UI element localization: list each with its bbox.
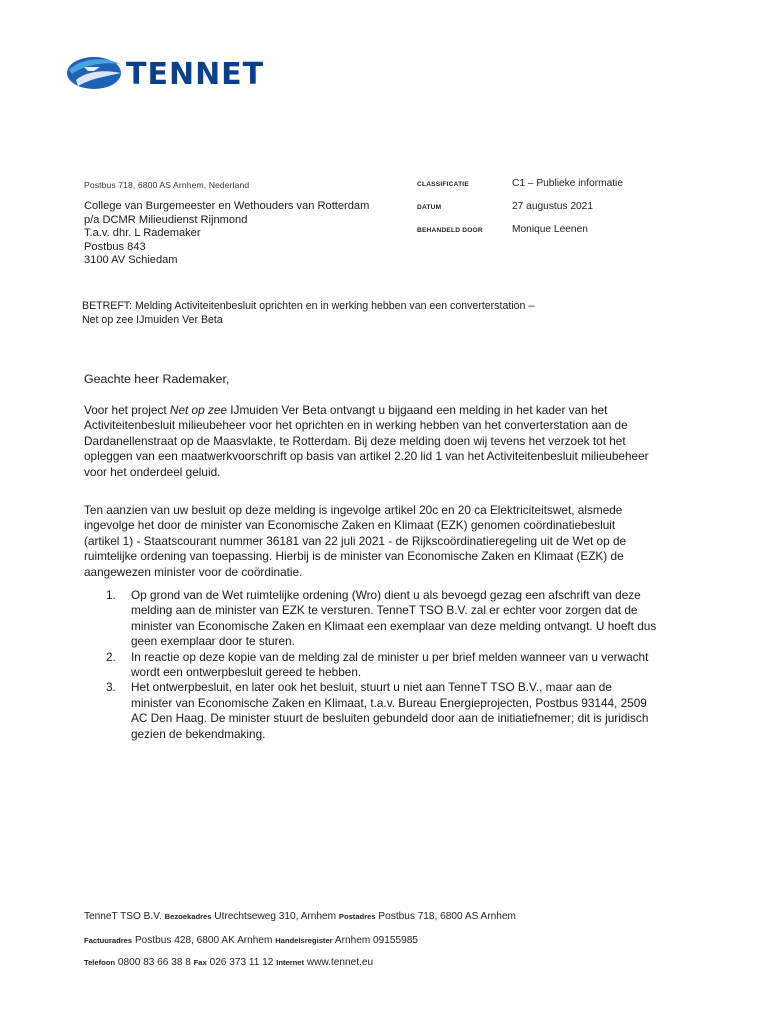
numbered-list <box>84 588 724 742</box>
paragraph-text: Voor het project <box>84 403 170 417</box>
classificatie-value: C1 – Publieke informatie <box>512 178 623 189</box>
list-item-line: Op grond van de Wet ruimtelijke ordening (Wro) dient u als bevoegd gezag een afschrift van deze <box>131 588 641 602</box>
list-item-number: 1. <box>106 588 116 602</box>
sender-address: Postbus 718, 6800 AS Arnhem, Nederland <box>84 180 250 190</box>
recipient-line: 3100 AV Schiedam <box>84 254 178 266</box>
subject-line: BETREFT: Melding Activiteitenbesluit oprichten en in werking hebben van een converterstation – <box>82 300 535 312</box>
recipient-line: p/a DCMR Milieudienst Rijnmond <box>84 213 248 226</box>
paragraph-line: Dardanellenstraat op de Maasvlakte, te Rotterdam. Bij deze melding doen wij tevens het verzoek tot het <box>84 433 626 448</box>
list-item-line: geen exemplaar door te sturen. <box>131 634 295 649</box>
footer-factuuradres-value: Postbus 428, 6800 AK Arnhem <box>134 935 273 946</box>
paragraph-line: ruimtelijke ordening van toepassing. Hierbij is de minister van Economische Zaken en Klimaat (EZK) de <box>84 549 624 564</box>
footer-line-3 <box>84 957 373 968</box>
project-name-emphasis: Net op zee <box>169 403 227 417</box>
datum-value: 27 augustus 2021 <box>512 201 594 212</box>
datum-label: DATUM <box>417 204 442 211</box>
footer-bezoekadres-value: Utrechtseweg 310, Arnhem <box>214 911 337 922</box>
footer-fax-label: Fax <box>193 958 207 967</box>
paragraph-text: IJmuiden Ver Beta ontvangt u bijgaand een melding in het kader van het <box>226 403 608 417</box>
paragraph-line <box>84 403 724 418</box>
logo-wordmark: TENNET <box>126 57 265 92</box>
list-item <box>84 650 724 681</box>
list-item <box>84 680 724 742</box>
paragraph-line: opleggen van een maatwerkvoorschrift op basis van artikel 2.20 lid 1 van het Activiteitenbesluit milieubeheer <box>84 449 649 464</box>
footer-factuuradres-label: Factuuradres <box>84 936 133 945</box>
footer-company: TenneT TSO B.V. <box>84 911 162 922</box>
footer-fax-value: 026 373 11 12 <box>209 957 274 968</box>
paragraph-intro <box>84 403 724 480</box>
paragraph-coordination <box>84 503 724 580</box>
classificatie-label: CLASSIFICATIE <box>417 181 469 188</box>
footer-line-1 <box>84 911 516 922</box>
list-item-line: Het ontwerpbesluit, en later ook het besluit, stuurt u niet aan TenneT TSO B.V., maar aan de <box>131 680 612 695</box>
list-item-line: wordt een ontwerpbesluit gereed te hebben. <box>131 665 362 680</box>
behandeld-door-value: Monique Leenen <box>512 224 588 235</box>
footer-telefoon-label: Telefoon <box>84 958 116 967</box>
list-item-number: 3. <box>106 680 116 695</box>
footer-telefoon-value: 0800 83 66 38 8 <box>117 957 191 968</box>
list-item-line: AC Den Haag. De minister stuurt de besluiten gebundeld door aan de initiatiefnemer; dit is juridisch <box>131 711 649 726</box>
recipient-address <box>84 200 369 268</box>
tennet-logo <box>66 50 278 96</box>
paragraph-line: Activiteitenbesluit milieubeheer voor het oprichten en in werking hebben van het converterstation aan de <box>84 418 628 433</box>
list-item-line: minister van Economische Zaken en Klimaat een exemplaar van deze melding ontvangt. U hoeft dus <box>131 618 657 633</box>
footer-internet-value[interactable]: www.tennet.eu <box>306 957 374 968</box>
paragraph-line: (artikel 1) - Staatscourant nummer 36181 van 22 juli 2021 - de Rijkscoördinatieregeling uit de Wet op de <box>84 533 627 548</box>
paragraph-line: Ten aanzien van uw besluit op deze melding is ingevolge artikel 20c en 20 ca Elektriciteitswet, alsmede <box>84 503 623 517</box>
footer-line-2 <box>84 935 418 946</box>
tennet-swoosh-logo-icon <box>66 50 278 96</box>
subject-line: Net op zee IJmuiden Ver Beta <box>82 313 223 326</box>
list-item-line: melding aan de minister van EZK te versturen. TenneT TSO B.V. zal er echter voor zorgen dat de <box>131 603 638 618</box>
footer-postadres-value: Postbus 718, 6800 AS Arnhem <box>378 911 516 922</box>
list-item <box>84 588 724 650</box>
paragraph-line: ingevolge het door de minister van Economische Zaken en Klimaat (EZK) genomen coördinatiebesluit <box>84 518 616 533</box>
behandeld-door-label: BEHANDELD DOOR <box>417 227 483 234</box>
recipient-line: Postbus 843 <box>84 240 146 253</box>
recipient-line: T.a.v. dhr. L Rademaker <box>84 227 201 239</box>
list-item-line: gezien de bekendmaking. <box>131 726 266 741</box>
footer-handelsregister-label: Handelsregister <box>275 936 333 945</box>
paragraph-line: voor het onderdeel geluid. <box>84 464 221 479</box>
list-item-line: minister van Economische Zaken en Klimaat, t.a.v. Bureau Energieprojecten, Postbus 93144, 2509 <box>131 695 647 710</box>
list-item-line: In reactie op deze kopie van de melding zal de minister u per brief melden wanneer van u verwacht <box>131 649 649 664</box>
footer-internet-label: Internet <box>276 958 305 967</box>
recipient-line: College van Burgemeester en Wethouders van Rotterdam <box>84 200 370 212</box>
footer-handelsregister-value: Arnhem 09155985 <box>334 935 418 946</box>
footer-bezoekadres-label: Bezoekadres <box>164 912 212 921</box>
salutation: Geachte heer Rademaker, <box>84 372 230 386</box>
footer-postadres-label: Postadres <box>338 912 376 921</box>
subject <box>82 300 534 327</box>
paragraph-line: aangewezen minister voor de coördinatie. <box>84 564 303 579</box>
list-item-number: 2. <box>106 649 116 664</box>
